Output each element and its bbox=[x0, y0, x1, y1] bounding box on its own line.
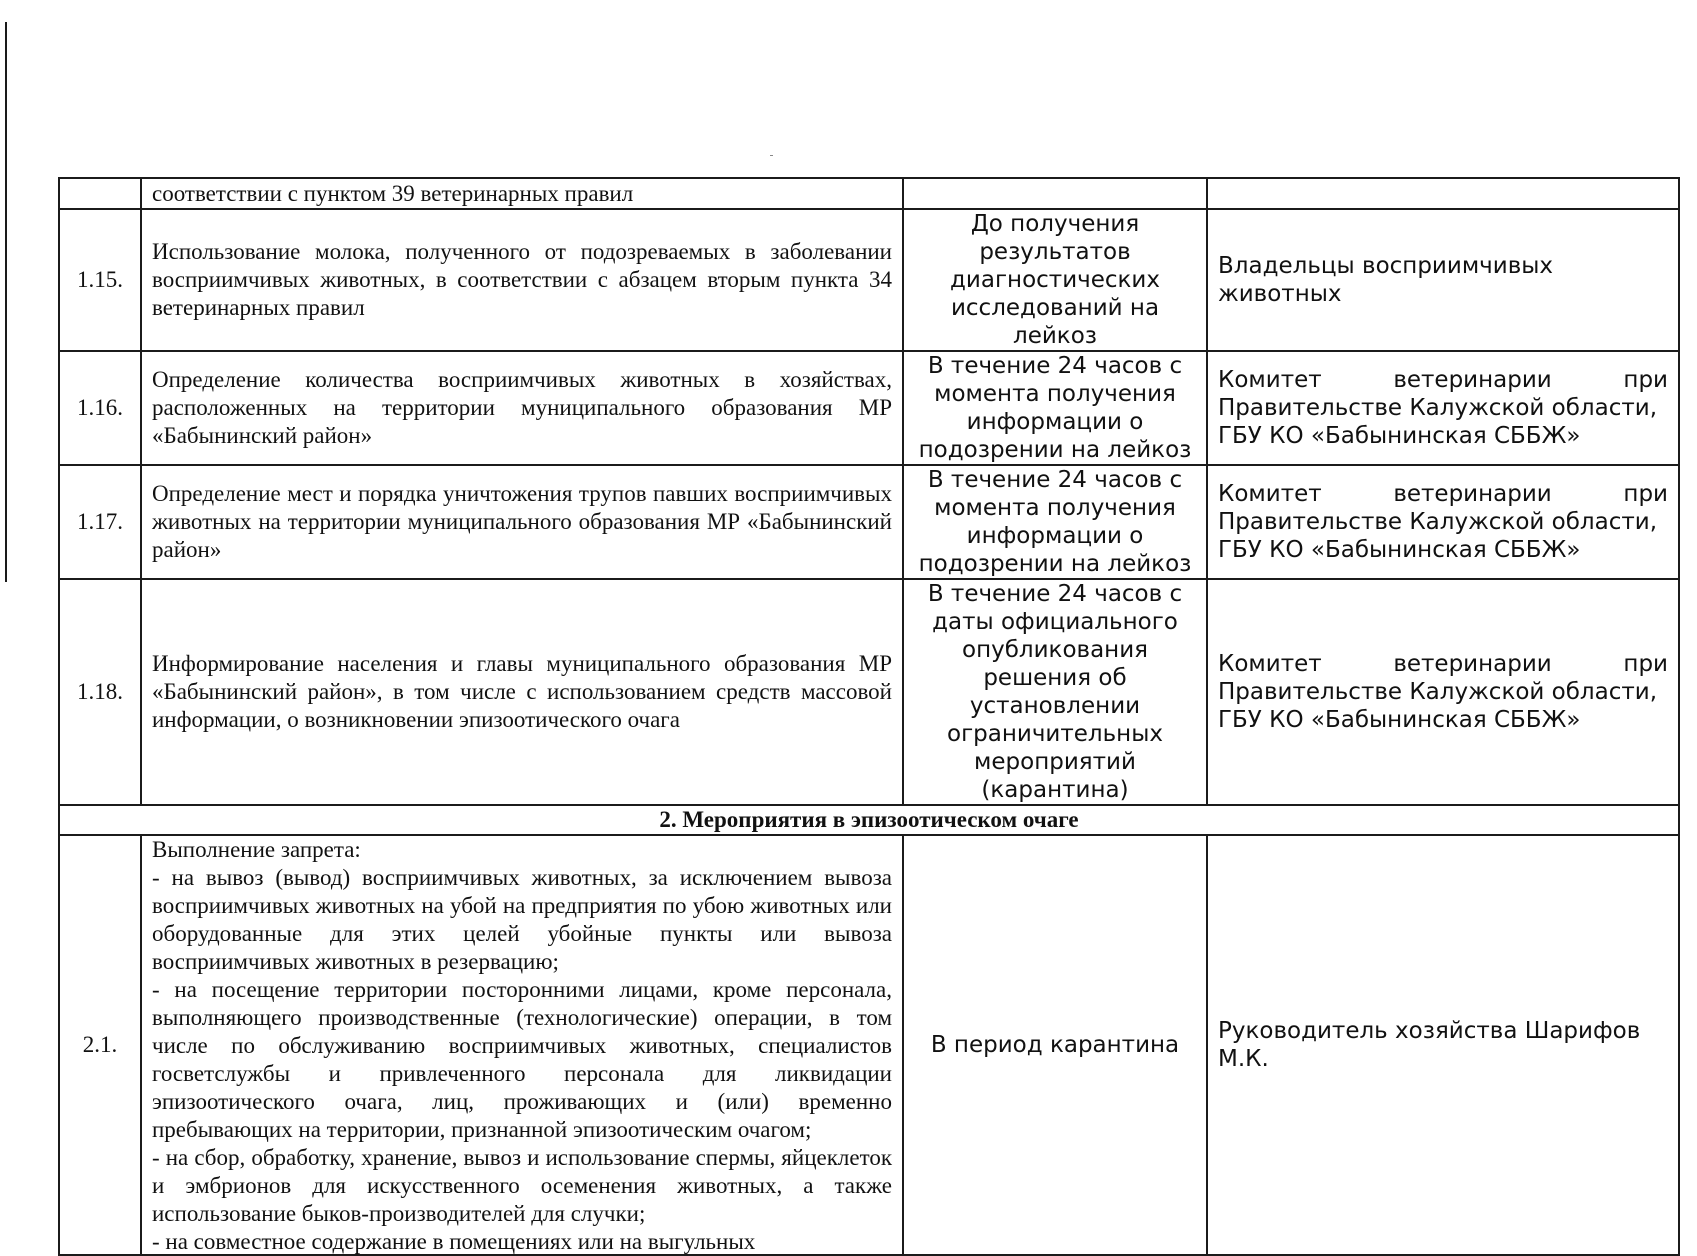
table-row bbox=[59, 209, 1679, 351]
responsible-text bbox=[1207, 178, 1679, 209]
term-text: В течение 24 часов с даты официального опубликования решения об установлении ограничительных мероприятий (карантина) bbox=[903, 579, 1207, 805]
section-header-row bbox=[59, 805, 1679, 835]
responsible-text: Комитет ветеринарии при Правительстве Калужской области, ГБУ КО «Бабынинская СББЖ» bbox=[1207, 351, 1679, 465]
table-row bbox=[59, 351, 1679, 465]
measure-text: соответствии с пунктом 39 ветеринарных правил bbox=[141, 178, 903, 209]
table-row bbox=[59, 835, 1679, 1255]
row-number: 1.17. bbox=[59, 465, 141, 579]
measure-line: - на посещение территории посторонними лицами, кроме персонала, выполняющего производственные (технологические) операции, в том числе по обслуживанию восприимчивых животных, специалистов госветслужбы и привлеченного персонала для ликвидации эпизоотического очага, лиц, проживающих и (или) временно пребывающих на территории, признанной эпизоотическим очагом; bbox=[152, 977, 892, 1142]
measure-line: - на сбор, обработку, хранение, вывоз и использование спермы, яйцеклеток и эмбрионов для искусственного осеменения животных, а также использование быков-производителей для случки; bbox=[152, 1145, 892, 1226]
section-title: 2. Мероприятия в эпизоотическом очаге bbox=[59, 805, 1679, 835]
row-number: 1.15. bbox=[59, 209, 141, 351]
responsible-text: Комитет ветеринарии при Правительстве Калужской области, ГБУ КО «Бабынинская СББЖ» bbox=[1207, 465, 1679, 579]
table-row bbox=[59, 178, 1679, 209]
term-text: В течение 24 часов с момента получения информации о подозрении на лейкоз bbox=[903, 351, 1207, 465]
measure-line: - на вывоз (вывод) восприимчивых животных, за исключением вывоза восприимчивых животных на убой на предприятия по убою животных или оборудованные для этих целей убойные пункты или вывоза восприимчивых животных в резервацию; bbox=[152, 865, 892, 974]
term-text: До получения результатов диагностических исследований на лейкоз bbox=[903, 209, 1207, 351]
row-number bbox=[59, 178, 141, 209]
table-row bbox=[59, 579, 1679, 805]
measure-line-cut: - на совместное содержание в помещениях или на выгульных bbox=[152, 1229, 756, 1254]
responsible-text: Руководитель хозяйства Шарифов М.К. bbox=[1207, 835, 1679, 1255]
row-number: 2.1. bbox=[59, 835, 141, 1255]
scan-edge-line bbox=[5, 22, 7, 582]
measure-line: Выполнение запрета: bbox=[152, 837, 361, 862]
scan-speck bbox=[770, 155, 773, 156]
term-text: В течение 24 часов с момента получения информации о подозрении на лейкоз bbox=[903, 465, 1207, 579]
table-row bbox=[59, 465, 1679, 579]
measures-table bbox=[58, 177, 1680, 1256]
measure-text: Использование молока, полученного от подозреваемых в заболевании восприимчивых животных, в соответствии с абзацем вторым пункта 34 ветеринарных правил bbox=[141, 209, 903, 351]
responsible-text: Владельцы восприимчивых животных bbox=[1207, 209, 1679, 351]
term-text bbox=[903, 178, 1207, 209]
term-text: В период карантина bbox=[903, 835, 1207, 1255]
row-number: 1.18. bbox=[59, 579, 141, 805]
row-number: 1.16. bbox=[59, 351, 141, 465]
measure-text: Определение количества восприимчивых животных в хозяйствах, расположенных на территории муниципального образования МР «Бабынинский район» bbox=[141, 351, 903, 465]
measure-text: Информирование населения и главы муниципального образования МР «Бабынинский район», в том числе с использованием средств массовой информации, о возникновении эпизоотического очага bbox=[141, 579, 903, 805]
measure-text-block bbox=[141, 835, 903, 1255]
responsible-text: Комитет ветеринарии при Правительстве Калужской области, ГБУ КО «Бабынинская СББЖ» bbox=[1207, 579, 1679, 805]
measure-text: Определение мест и порядка уничтожения трупов павших восприимчивых животных на территории муниципального образования МР «Бабынинский район» bbox=[141, 465, 903, 579]
